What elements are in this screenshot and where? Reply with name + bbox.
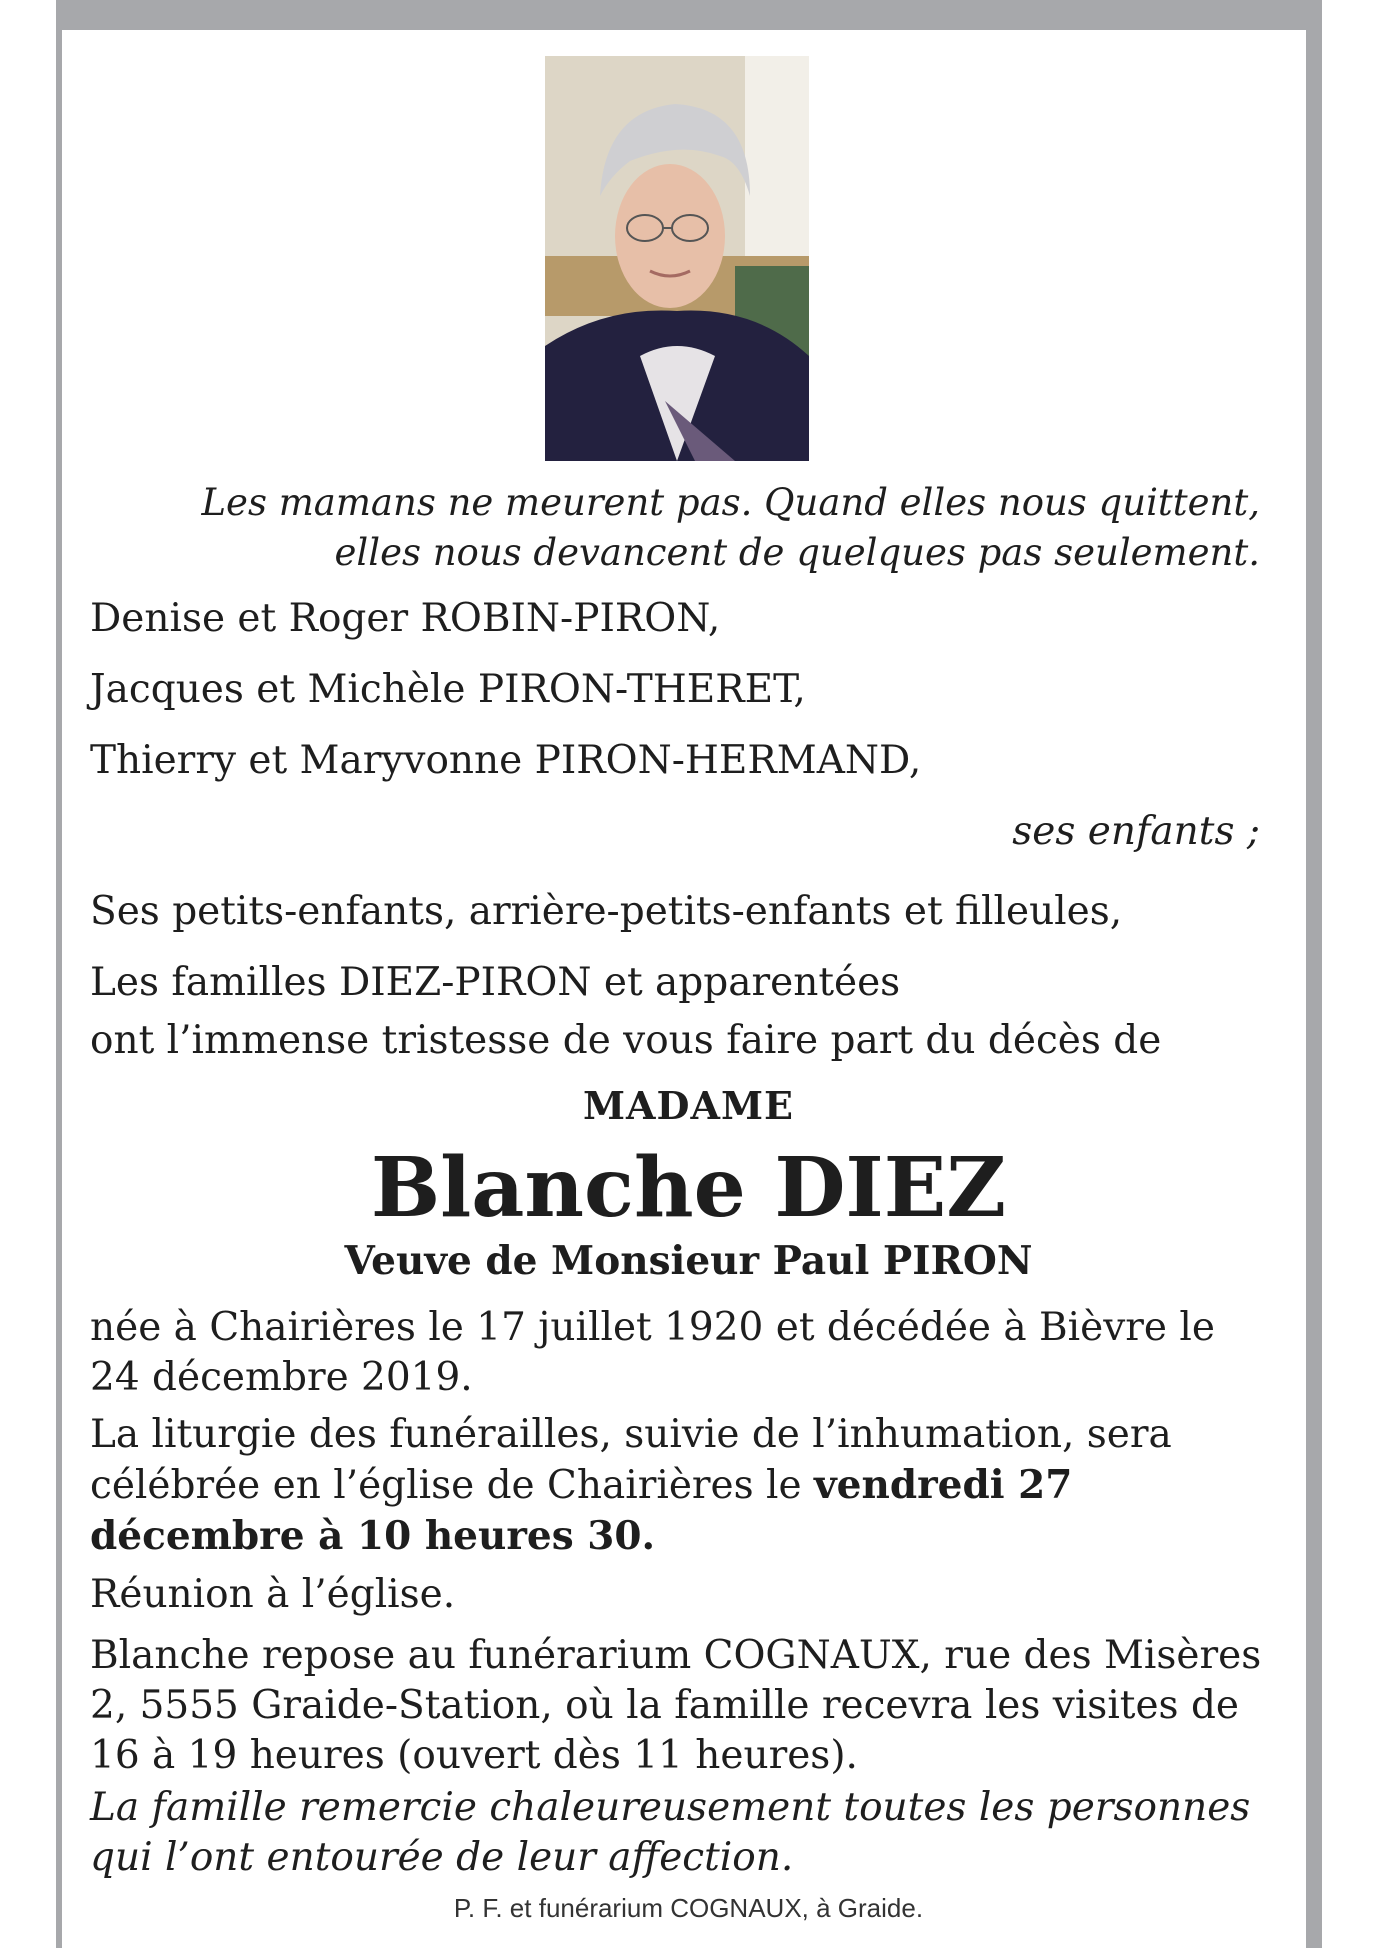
resting-paragraph: Blanche repose au funérarium COGNAUX, rue des Misères 2, 5555 Graide-Station, où la famille recevra les visites de 16 à 19 heures (ouvert dès 11 heures). bbox=[90, 1633, 1262, 1778]
child-line-2: Jacques et Michèle PIRON-THERET, bbox=[90, 667, 806, 712]
deceased-title: MADAME bbox=[582, 1083, 794, 1128]
deceased-name: Blanche DIEZ bbox=[370, 1140, 1007, 1236]
funeral-home-footer: P. F. et funérarium COGNAUX, à Graide. bbox=[453, 1893, 924, 1923]
widow-of: Veuve de Monsieur Paul PIRON bbox=[344, 1238, 1033, 1284]
announcement-line: ont l’immense tristesse de vous faire part du décès de bbox=[90, 1018, 1162, 1063]
thanks-paragraph: La famille remercie chaleureusement toutes les personnes qui l’ont entourée de leur affection. bbox=[90, 1785, 1251, 1880]
opening-quote bbox=[201, 478, 1260, 578]
child-line-1: Denise et Roger ROBIN-PIRON, bbox=[90, 596, 721, 641]
quote-line-2: elles nous devancent de quelques pas seulement. bbox=[334, 531, 1260, 574]
meeting-paragraph: Réunion à l’église. bbox=[90, 1572, 456, 1617]
child-line-3: Thierry et Maryvonne PIRON-HERMAND, bbox=[90, 738, 922, 783]
families-line: Les familles DIEZ-PIRON et apparentées bbox=[90, 960, 901, 1005]
liturgy-paragraph bbox=[90, 1410, 1270, 1562]
birth-death-paragraph: née à Chairières le 17 juillet 1920 et décédée à Bièvre le 24 décembre 2019. bbox=[90, 1305, 1215, 1400]
liturgy-date: vendredi 27 décembre à 10 heures 30. bbox=[90, 1462, 1073, 1559]
children-label: ses enfants ; bbox=[1012, 809, 1260, 854]
portrait-photo bbox=[545, 56, 809, 461]
grandchildren-line: Ses petits-enfants, arrière-petits-enfants et filleules, bbox=[90, 889, 1123, 934]
liturgy-text: La liturgie des funérailles, suivie de l’inhumation, sera célébrée en l’église de Chairières le bbox=[90, 1412, 1172, 1508]
quote-line-1: Les mamans ne meurent pas. Quand elles nous quittent, bbox=[201, 481, 1260, 524]
